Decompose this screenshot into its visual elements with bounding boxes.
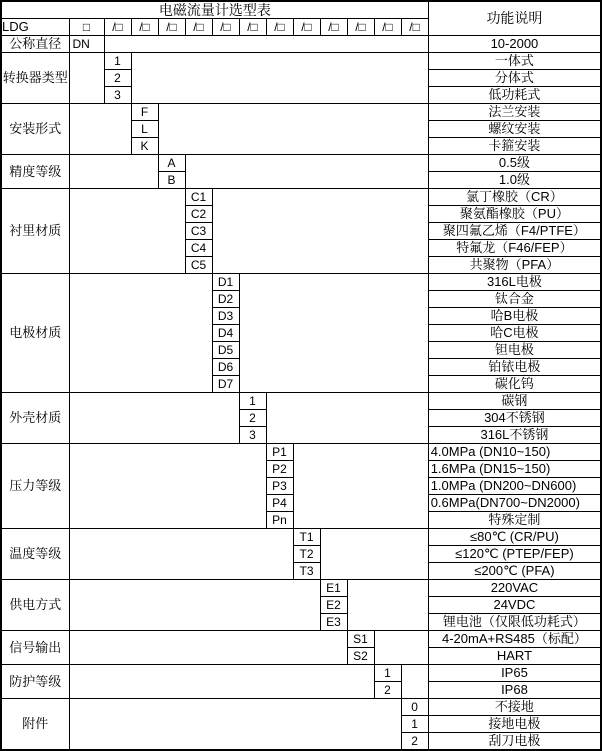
category-label: 温度等级 — [1, 529, 69, 580]
code-cell: 3 — [239, 427, 266, 444]
code-cell: Pn — [266, 512, 293, 529]
description-cell: 不接地 — [428, 699, 601, 716]
code-cell: 1 — [104, 53, 131, 70]
description-cell: 1.0MPa (DN200~DN600) — [428, 478, 601, 495]
code-cell: P3 — [266, 478, 293, 495]
description-cell: 聚氨酯橡胶（PU） — [428, 206, 601, 223]
code-slot: /□ — [185, 19, 212, 36]
description-cell: 316L不锈钢 — [428, 427, 601, 444]
category-label: 外壳材质 — [1, 393, 69, 444]
code-slot: /□ — [293, 19, 320, 36]
description-cell: 分体式 — [428, 70, 601, 87]
code-slot: /□ — [266, 19, 293, 36]
description-cell: 锂电池（仅限低功耗式） — [428, 614, 601, 631]
category-label: 压力等级 — [1, 444, 69, 529]
spacer-cell — [293, 444, 428, 529]
description-cell: 220VAC — [428, 580, 601, 597]
code-cell: D7 — [212, 376, 239, 393]
spacer-cell — [374, 631, 428, 665]
code-cell: C2 — [185, 206, 212, 223]
description-cell: 0.6MPa(DN700~DN2000) — [428, 495, 601, 512]
spacer-cell — [69, 699, 401, 751]
description-cell: 聚四氟乙烯（F4/PTFE） — [428, 223, 601, 240]
code-cell: E3 — [320, 614, 347, 631]
description-cell: IP68 — [428, 682, 601, 699]
code-cell: T3 — [293, 563, 320, 580]
code-cell: D4 — [212, 325, 239, 342]
category-label: 衬里材质 — [1, 189, 69, 274]
category-label: 供电方式 — [1, 580, 69, 631]
code-cell: C3 — [185, 223, 212, 240]
description-cell: HART — [428, 648, 601, 665]
code-cell: B — [158, 172, 185, 189]
category-label: 附件 — [1, 699, 69, 751]
description-cell: 哈B电极 — [428, 308, 601, 325]
description-cell: 碳钢 — [428, 393, 601, 410]
code-cell: 1 — [374, 665, 401, 682]
code-slot: /□ — [212, 19, 239, 36]
description-cell: 氯丁橡胶（CR） — [428, 189, 601, 206]
code-slot: /□ — [347, 19, 374, 36]
code-cell: D3 — [212, 308, 239, 325]
code-cell: A — [158, 155, 185, 172]
spacer-cell — [69, 393, 239, 444]
code-cell: E1 — [320, 580, 347, 597]
code-cell: K — [131, 138, 158, 155]
category-label: 防护等级 — [1, 665, 69, 699]
spacer-cell — [104, 36, 428, 53]
description-cell: 316L电极 — [428, 274, 601, 291]
code-cell: F — [131, 104, 158, 121]
category-label: 公称直径 — [1, 36, 69, 53]
category-label: 电极材质 — [1, 274, 69, 393]
spacer-cell — [158, 104, 428, 155]
code-cell: 1 — [239, 393, 266, 410]
code-cell: D6 — [212, 359, 239, 376]
description-cell: 一体式 — [428, 53, 601, 70]
spacer-cell — [212, 189, 428, 274]
description-cell: 4-20mA+RS485（标配） — [428, 631, 601, 648]
code-cell: E2 — [320, 597, 347, 614]
code-cell: D5 — [212, 342, 239, 359]
code-slot: /□ — [239, 19, 266, 36]
description-cell: 钛合金 — [428, 291, 601, 308]
code-cell: T2 — [293, 546, 320, 563]
code-cell: P4 — [266, 495, 293, 512]
description-cell: ≤80℃ (CR/PU) — [428, 529, 601, 546]
code-cell: C5 — [185, 257, 212, 274]
description-cell: 10-2000 — [428, 36, 601, 53]
spacer-cell — [69, 53, 104, 104]
spacer-cell — [69, 631, 347, 665]
code-slot: /□ — [374, 19, 401, 36]
code-cell: L — [131, 121, 158, 138]
description-cell: 特殊定制 — [428, 512, 601, 529]
spacer-cell — [320, 529, 428, 580]
code-cell: T1 — [293, 529, 320, 546]
description-cell: 螺纹安装 — [428, 121, 601, 138]
spacer-cell — [69, 665, 374, 699]
category-label: 安装形式 — [1, 104, 69, 155]
model-prefix: LDG — [1, 19, 69, 36]
spacer-cell — [69, 444, 266, 529]
category-label: 转换器类型 — [1, 53, 69, 104]
spacer-cell — [239, 274, 428, 393]
spacer-cell — [69, 155, 158, 189]
description-cell: 碳化钨 — [428, 376, 601, 393]
code-cell: S2 — [347, 648, 374, 665]
description-cell: 共聚物（PFA） — [428, 257, 601, 274]
code-cell: P2 — [266, 461, 293, 478]
spacer-cell — [347, 580, 428, 631]
description-cell: 钽电极 — [428, 342, 601, 359]
code-cell: P1 — [266, 444, 293, 461]
function-description-header: 功能说明 — [428, 1, 601, 36]
spacer-cell — [69, 580, 320, 631]
spacer-cell — [69, 529, 293, 580]
code-slot: /□ — [320, 19, 347, 36]
code-slot: /□ — [158, 19, 185, 36]
spacer-cell — [69, 104, 131, 155]
category-label: 信号输出 — [1, 631, 69, 665]
code-cell: 3 — [104, 87, 131, 104]
spacer-cell — [185, 155, 428, 189]
description-cell: 特氟龙（F46/FEP） — [428, 240, 601, 257]
table-title: 电磁流量计选型表 — [1, 1, 428, 19]
description-cell: 304不锈钢 — [428, 410, 601, 427]
description-cell: IP65 — [428, 665, 601, 682]
description-cell: 铂铱电极 — [428, 359, 601, 376]
spacer-cell — [266, 393, 428, 444]
description-cell: 低功耗式 — [428, 87, 601, 104]
code-cell: 0 — [401, 699, 428, 716]
code-cell: 2 — [104, 70, 131, 87]
spacer-cell — [69, 189, 185, 274]
spacer-cell — [401, 665, 428, 699]
code-slot: /□ — [104, 19, 131, 36]
code-cell: DN — [69, 36, 104, 53]
description-cell: ≤200℃ (PFA) — [428, 563, 601, 580]
category-label: 精度等级 — [1, 155, 69, 189]
code-cell: S1 — [347, 631, 374, 648]
description-cell: 法兰安装 — [428, 104, 601, 121]
code-cell: 2 — [239, 410, 266, 427]
code-slot: /□ — [131, 19, 158, 36]
code-slot: /□ — [401, 19, 428, 36]
code-cell: C4 — [185, 240, 212, 257]
code-cell: 1 — [401, 716, 428, 733]
code-cell: 2 — [401, 733, 428, 751]
description-cell: 卡箍安装 — [428, 138, 601, 155]
code-cell: C1 — [185, 189, 212, 206]
description-cell: 24VDC — [428, 597, 601, 614]
description-cell: 接地电极 — [428, 716, 601, 733]
description-cell: 刮刀电极 — [428, 733, 601, 751]
description-cell: 0.5级 — [428, 155, 601, 172]
spacer-cell — [69, 274, 212, 393]
description-cell: 1.6MPa (DN15~150) — [428, 461, 601, 478]
description-cell: ≤120℃ (PTEP/FEP) — [428, 546, 601, 563]
code-cell: 2 — [374, 682, 401, 699]
code-cell: D1 — [212, 274, 239, 291]
dn-placeholder-box: □ — [69, 19, 104, 36]
spacer-cell — [131, 53, 428, 104]
code-cell: D2 — [212, 291, 239, 308]
description-cell: 哈C电极 — [428, 325, 601, 342]
description-cell: 4.0MPa (DN10~150) — [428, 444, 601, 461]
description-cell: 1.0级 — [428, 172, 601, 189]
